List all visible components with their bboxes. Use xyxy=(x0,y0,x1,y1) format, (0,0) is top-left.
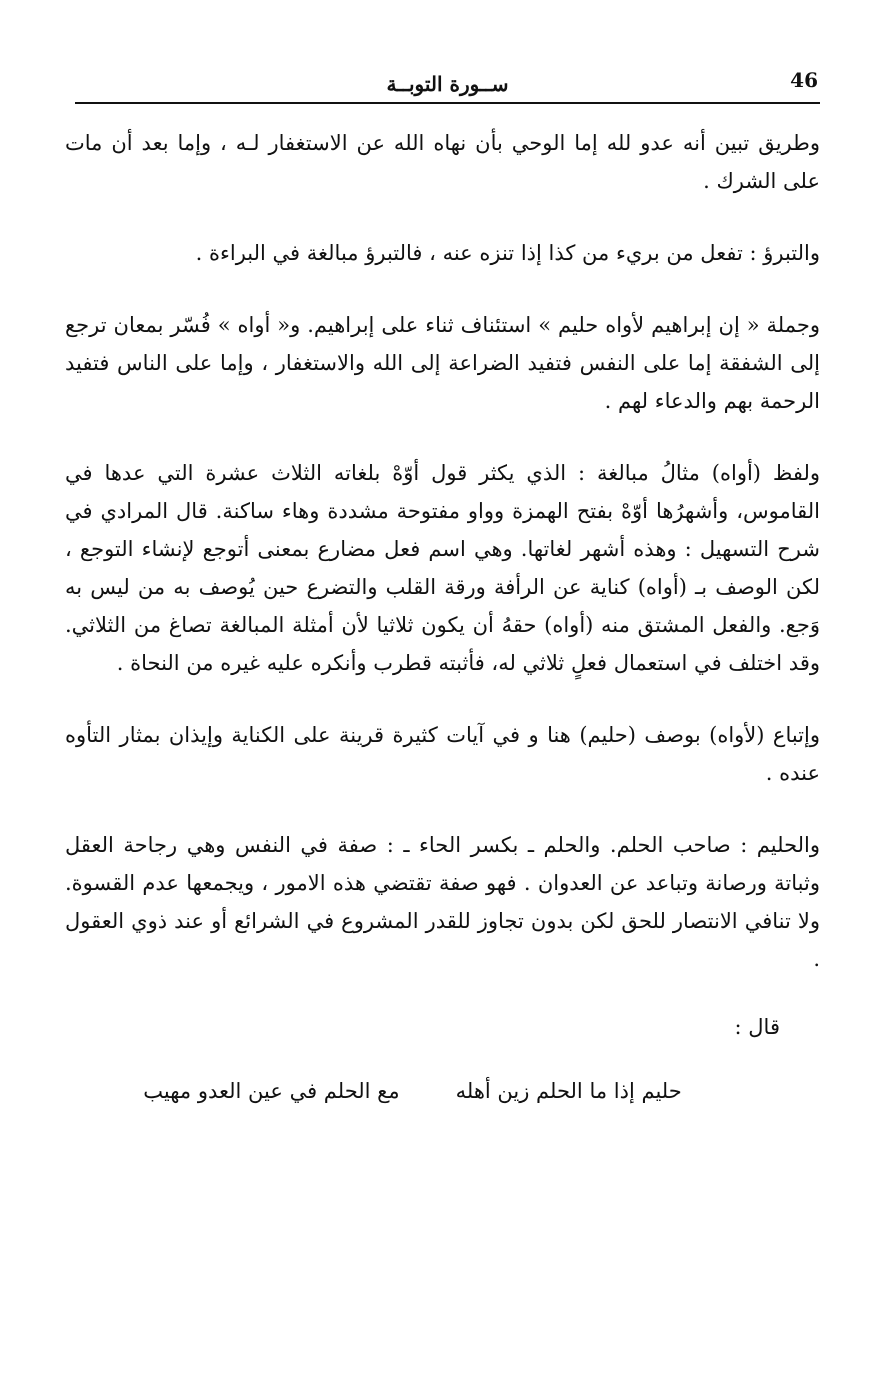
body-text xyxy=(65,124,820,1110)
paragraph-2: والتبرؤ : تفعل من بريء من كذا إذا تنزه عنه ، فالتبرؤ مبالغة في البراءة . xyxy=(195,241,820,265)
paragraph-6: والحليم : صاحب الحلم. والحلم ـ بكسر الحاء ـ : صفة في النفس وهي رجاحة العقل وثباتة ورصانة وتباعد عن العدوان . فهو صفة تقتضي هذه الامور ، ويجمعها عدم القسوة. ولا تنافي الانتصار للحق لكن بدون تجاوز للقدر المشروع في الشرائع أو عند ذوي العقول . xyxy=(65,833,820,971)
poetry-verse xyxy=(65,1072,820,1110)
running-title: ســورة التوبــة xyxy=(386,72,509,96)
paragraph-5: وإتباع (لأواه) بوصف (حليم) هنا و في آيات كثيرة قرينة على الكناية وإيذان بمثار التأوه عنده . xyxy=(65,723,820,785)
verse-first-hemistich: حليم إذا ما الحلم زين أهله xyxy=(455,1079,682,1103)
paragraph-1: وطريق تبين أنه عدو لله إما الوحي بأن نهاه الله عن الاستغفار لـه ، وإما بعد أن مات على الشرك . xyxy=(65,131,820,193)
page-number: 46 xyxy=(790,68,818,92)
qal-label: قال : xyxy=(734,1015,780,1039)
paragraph-4: ولفظ (أواه) مثالُ مبالغة : الذي يكثر قول أوّهْ بلغاته الثلاث عشرة التي عدها في القاموس، وأشهرُها أوّهْ بفتح الهمزة وواو مفتوحة مشددة وهاء ساكنة. قال المرادي في شرح التسهيل : وهذه أشهر لغاتها. وهي اسم فعل مضارع بمعنى أتوجع لإنشاء التوجع ، لكن الوصف بـ (أواه) كناية عن الرأفة ورقة القلب والتضرع حين يُوصف به من ليس به وَجع. والفعل المشتق منه (أواه) حقهُ أن يكون ثلاثيا لأن أمثلة المبالغة تصاغ من الثلاثي. وقد اختلف في استعمال فعلٍ ثلاثي له، فأثبته قطرب وأنكره عليه غيره من النحاة . xyxy=(65,461,820,675)
verse-second-hemistich: مع الحلم في عين العدو مهيب xyxy=(143,1079,400,1103)
paragraph-3: وجملة « إن إبراهيم لأواه حليم » استئناف ثناء على إبراهيم. و« أواه » فُسّر بمعان ترجع إلى الشفقة إما على النفس فتفيد الضراعة إلى الله والاستغفار ، وإما على الناس فتفيد الرحمة بهم والدعاء لهم . xyxy=(65,313,820,413)
page-header xyxy=(75,68,820,104)
